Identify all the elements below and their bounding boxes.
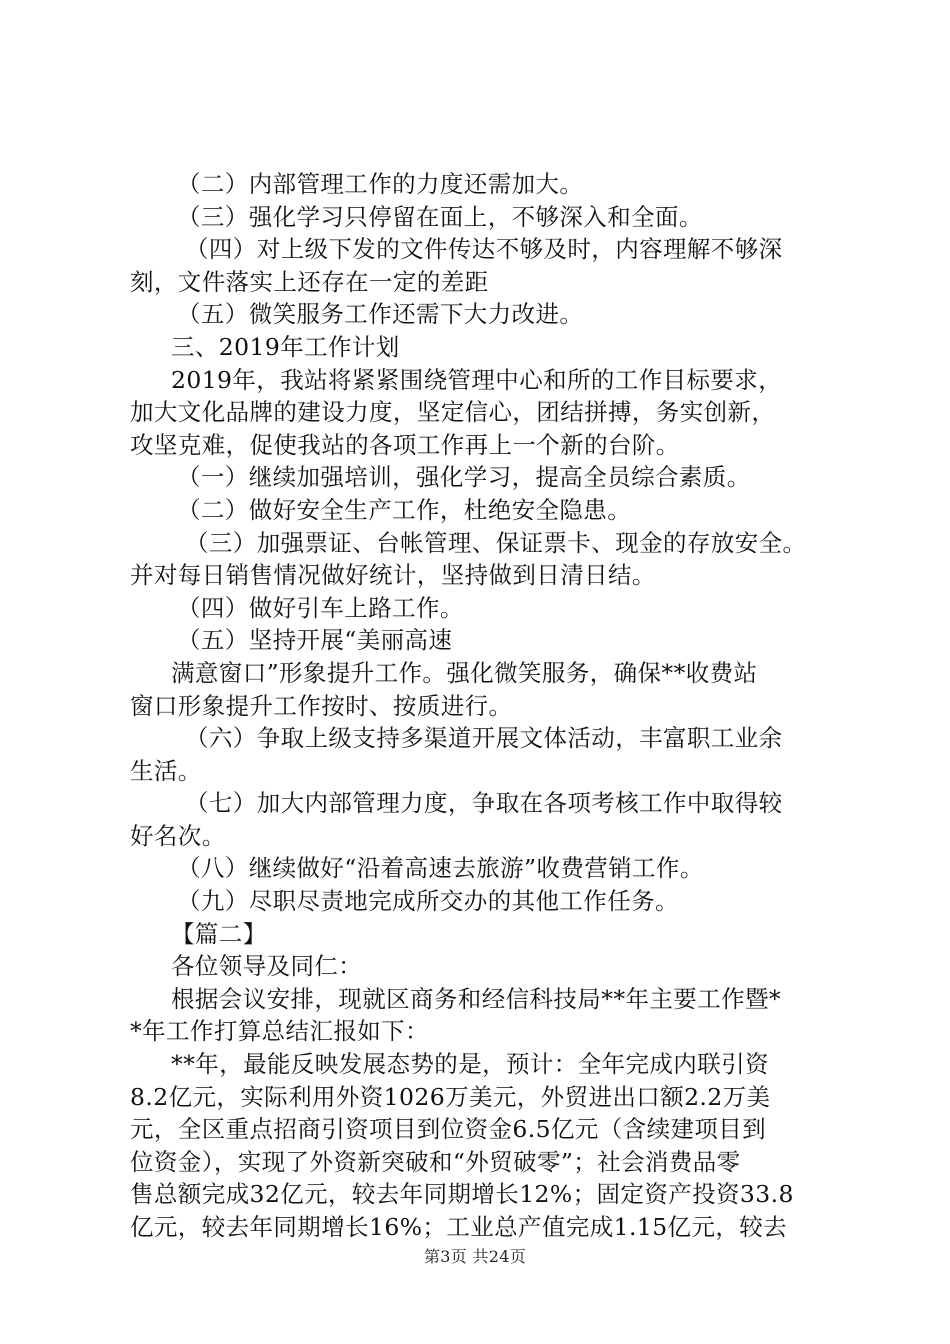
text-line: （五）微笑服务工作还需下大力改进。 [177,300,584,329]
text-line: *年工作打算总结汇报如下： [130,1017,429,1046]
text-line: 位资金），实现了外资新突破和“外贸破零”；社会消费品零 [130,1147,741,1176]
text-line: （二）内部管理工作的力度还需加大。 [177,170,584,198]
text-line: **年，最能反映发展态势的是，预计：全年完成内联引资 [171,1050,769,1079]
text-line: 根据会议安排，现就区商务和经信科技局**年主要工作暨* [171,984,782,1013]
text-line: 好名次。 [130,821,226,850]
text-line: 三、2019年工作计划 [171,332,400,361]
text-line: 8.2亿元，实际利用外资1026万美元，外贸进出口额2.2万美 [130,1082,771,1111]
text-line: 加大文化品牌的建设力度，坚定信心，团结拼搏，务实创新， [130,398,776,427]
text-line: （二）做好安全生产工作，杜绝安全隐患。 [177,495,632,524]
text-line: 2019年，我站将紧紧围绕管理中心和所的工作目标要求， [171,365,783,394]
text-line: 攻坚克难，促使我站的各项工作再上一个新的台阶。 [130,430,680,459]
text-line: （三）强化学习只停留在面上，不够深入和全面。 [177,202,703,231]
text-line: 【篇二】 [171,919,267,948]
text-line: 并对每日销售情况做好统计，坚持做到日清日结。 [130,561,656,590]
text-line: 刻，文件落实上还存在一定的差距 [130,267,489,296]
text-line: 生活。 [130,756,202,785]
text-line: （六）争取上级支持多渠道开展文体活动，丰富职工业余 [185,724,783,753]
text-line: 窗口形象提升工作按时、按质进行。 [130,691,513,720]
text-line: （一）继续加强培训，强化学习，提高全员综合素质。 [177,463,751,492]
text-line: 售总额完成32亿元，较去年同期增长12%；固定资产投资33.8 [130,1180,794,1209]
text-line: （七）加大内部管理力度，争取在各项考核工作中取得较 [185,789,783,818]
text-line: （八）继续做好“沿着高速去旅游”收费营销工作。 [177,854,704,883]
document-body [130,168,830,1244]
text-line: （四）对上级下发的文件传达不够及时，内容理解不够深 [185,235,783,264]
text-line: 满意窗口”形象提升工作。强化微笑服务，确保**收费站 [171,658,758,687]
text-line: 各位领导及同仁： [171,952,363,981]
text-line: 亿元，较去年同期增长16%；工业总产值完成1.15亿元，较去 [130,1213,788,1241]
page-number-footer: 第3页 共24页 [423,1247,527,1266]
text-line: （四）做好引车上路工作。 [177,593,464,622]
text-line: （五）坚持开展“美丽高速 [177,626,453,655]
text-line: （九）尽职尽责地完成所交办的其他工作任务。 [177,887,679,916]
text-line: （三）加强票证、台帐管理、保证票卡、现金的存放安全。 [185,528,807,557]
text-line: 元，全区重点招商引资项目到位资金6.5亿元（含续建项目到 [130,1115,767,1144]
